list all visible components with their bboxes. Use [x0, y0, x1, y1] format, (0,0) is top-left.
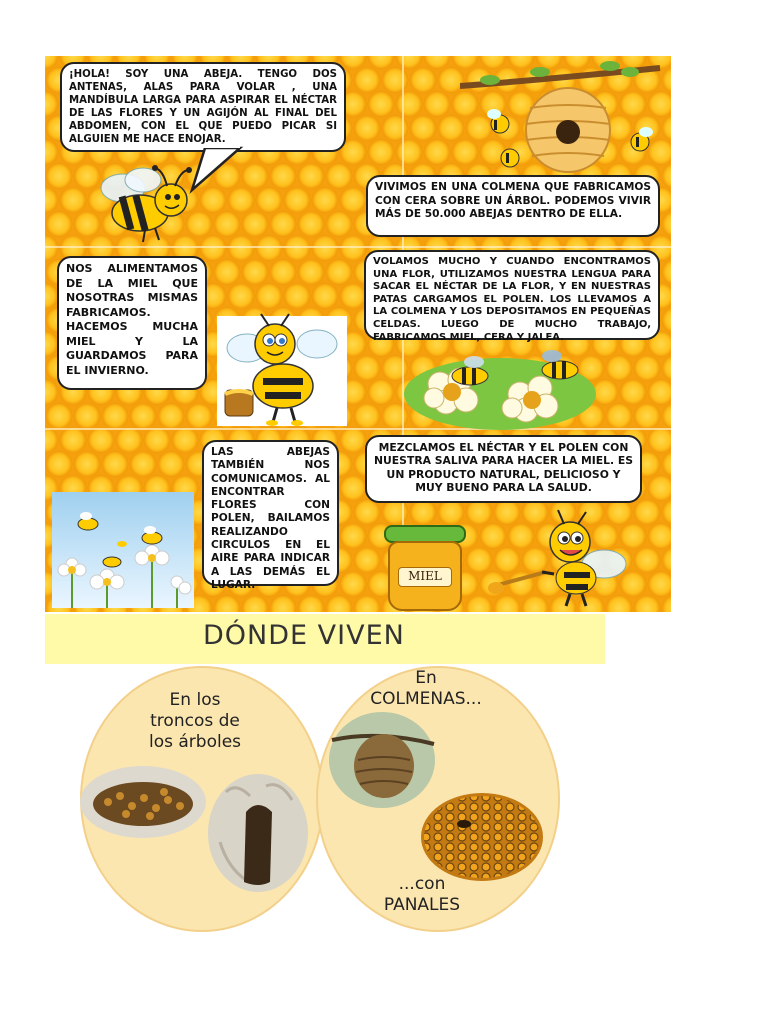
sky-flowers-bees-illustration: [52, 492, 194, 608]
honey-jar: [384, 525, 466, 611]
comunicacion-text-box: LAS ABEJAS TAMBIÉN NOS COMUNICAMOS. AL ENCONTRAR FLORES CON POLEN, BAILAMOS REALIZANDO CIRCULOS EN EL AIRE PARA INDICAR A LAS DEMÁS EL LUGAR.: [202, 440, 339, 586]
vuelo-text-box: VOLAMOS MUCHO Y CUANDO ENCONTRAMOS UNA FLOR, UTILIZAMOS NUESTRA LENGUA PARA SACAR EL NÉCTAR DE LA FLOR, Y EN NUESTRAS PATAS CARGAMOS EL POLEN. LOS LLEVAMOS A LA COLMENA Y LOS DEPOSITAMOS EN PEQUEÑAS CELDAS. LUEGO DE MUCHO TRABAJO, FABRICAMOS MIEL, CERA Y JALEA.: [364, 250, 660, 340]
beehive-branch-illustration: [460, 58, 668, 176]
hive-caption-line: ...con: [398, 874, 446, 894]
bee-illustration: [95, 158, 205, 246]
trunk-bees-photo: [78, 764, 208, 840]
flowers-bees-illustration: [400, 340, 600, 432]
hive-caption-line: En: [415, 668, 437, 688]
trunk-caption-line: los árboles: [148, 732, 242, 752]
hive-caption-top: [356, 668, 496, 710]
trunk-caption-line: En los: [169, 690, 221, 710]
hive-caption-bottom: [352, 874, 492, 916]
honey-jar-label: MIEL: [398, 567, 452, 587]
bee-with-honey-illustration: [217, 308, 347, 428]
alimento-text-box: NOS ALIMENTAMOS DE LA MIEL QUE NOSOTRAS MISMAS FABRICAMOS. HACEMOS MUCHA MIEL Y LA GUARDAMOS PARA EL INVIERNO.: [57, 256, 207, 390]
panel-divider: [45, 246, 671, 248]
honeycomb-photo: [420, 792, 544, 882]
trunk-caption-line: troncos de: [150, 711, 240, 731]
section-title: DÓNDE VIVEN: [203, 620, 405, 651]
tree-hole-photo: [206, 772, 310, 894]
colmena-text-box: VIVIMOS EN UNA COLMENA QUE FABRICAMOS CON CERA SOBRE UN ÁRBOL. PODEMOS VIVIR MÁS DE 50.000 ABEJAS DENTRO DE ELLA.: [366, 175, 660, 237]
hive-caption-line: PANALES: [383, 895, 461, 915]
trunk-caption: [120, 690, 270, 753]
bee-honey-dipper-illustration: [484, 508, 634, 610]
hive-caption-line: COLMENAS...: [370, 689, 482, 709]
section-title-band: [45, 614, 605, 664]
intro-speech-bubble: ¡HOLA! SOY UNA ABEJA. TENGO DOS ANTENAS, ALAS PARA VOLAR , UNA MANDÍBULA LARGA PARA ASPIRAR EL NÉCTAR DE LAS FLORES Y UN AGIJÓN AL FINAL DEL ABDOMEN, CON EL QUE PUEDO PICAR SI ALGUIEN ME HACE ENOJAR.: [60, 62, 346, 152]
miel-text-box: MEZCLAMOS EL NÉCTAR Y EL POLEN CON NUESTRA SALIVA PARA HACER LA MIEL. ES UN PRODUCTO NATURAL, DELICIOSO Y MUY BUENO PARA LA SALUD.: [365, 435, 642, 503]
